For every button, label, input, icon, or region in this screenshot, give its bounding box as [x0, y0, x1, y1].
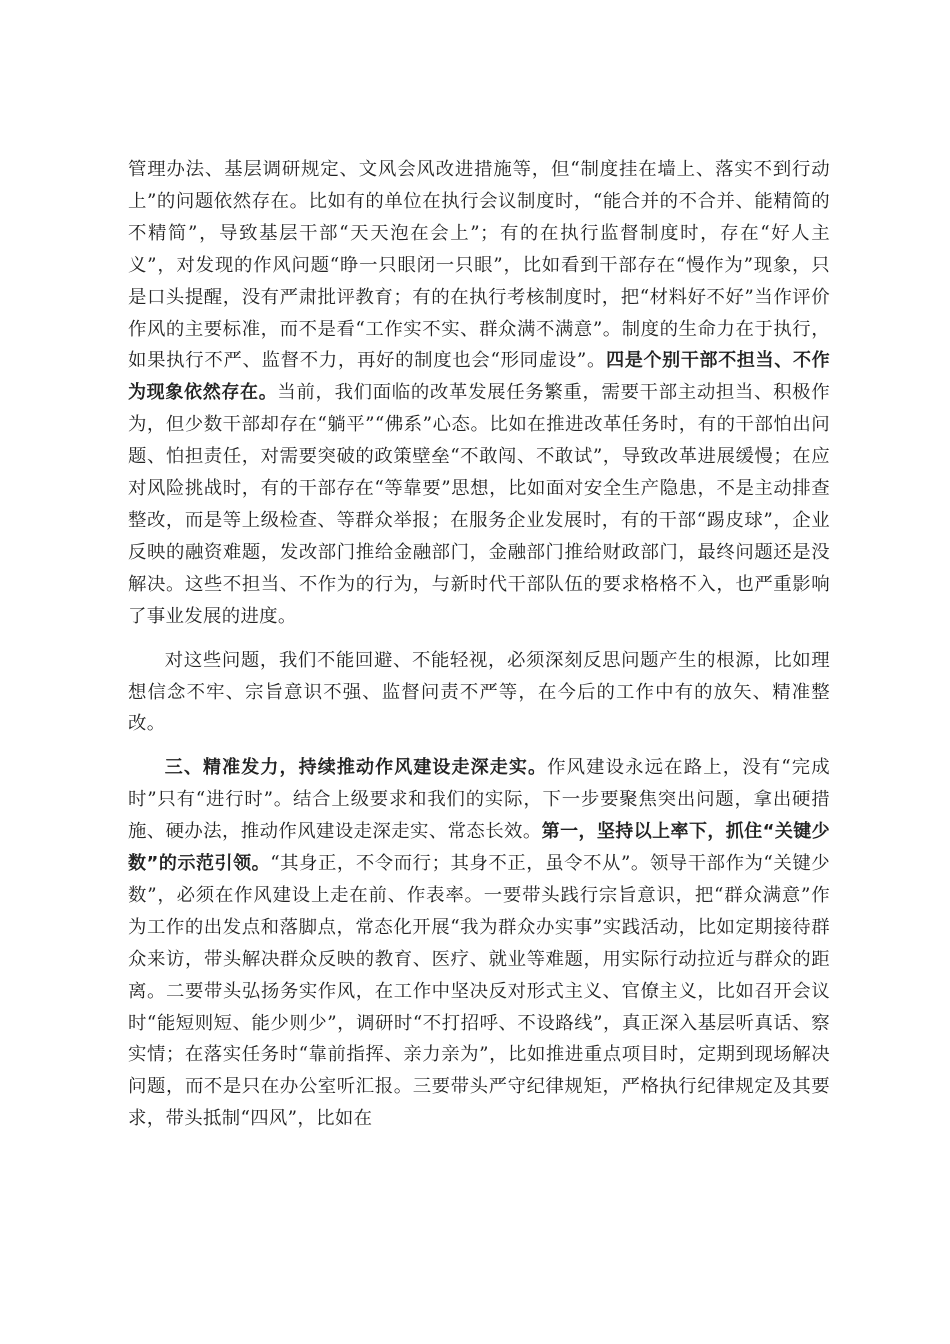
bold-heading: 第一，坚持以上率下，抓住“关键少数”的示范引领。: [128, 821, 831, 875]
paragraph-section-three: [128, 752, 830, 1135]
document-body: [128, 154, 830, 1135]
section-heading: 三、精准发力，持续推动作风建设走深走实。: [164, 757, 548, 779]
paragraph: [128, 645, 830, 741]
paragraph-continuation: [128, 154, 830, 633]
paragraph-text: 当前，我们面临的改革发展任务繁重，需要干部主动担当、积极作为，但少数干部却存在“躺平”“佛系”心态。比如在推进改革任务时，有的干部怕出问题、怕担责任，对需要突破的政策壁垒“不敢闯、不敢试”，导致改革进展缓慢；在应对风险挑战时，有的干部存在“等靠要”思想，比如面对安全生产隐患，不是主动排查整改，而是等上级检查、等群众举报；在服务企业发展时，有的干部“踢皮球”，企业反映的融资难题，发改部门推给金融部门，金融部门推给财政部门，最终问题还是没解决。这些不担当、不作为的行为，与新时代干部队伍的要求格格不入，也严重影响了事业发展的进度。: [128, 382, 830, 627]
paragraph-text: “其身正，不令而行；其身不正，虽令不从”。领导干部作为“关键少数”，必须在作风建设上走在前、作表率。一要带头践行宗旨意识，把“群众满意”作为工作的出发点和落脚点，常态化开展“我为群众办实事”实践活动，比如定期接待群众来访，带头解决群众反映的教育、医疗、就业等难题，用实际行动拉近与群众的距离。二要带头弘扬务实作风，在工作中坚决反对形式主义、官僚主义，比如召开会议时“能短则短、能少则少”，调研时“不打招呼、不设路线”，真正深入基层听真话、察实情；在落实任务时“靠前指挥、亲力亲为”，比如推进重点项目时，定期到现场解决问题，而不是只在办公室听汇报。三要带头严守纪律规矩，严格执行纪律规定及其要求，带头抵制“四风”，比如在: [128, 853, 830, 1130]
paragraph-text: 对这些问题，我们不能回避、不能轻视，必须深刻反思问题产生的根源，比如理想信念不牢、宗旨意识不强、监督问责不严等，在今后的工作中有的放矢、精准整改。: [128, 649, 830, 735]
bold-heading: 四是个别干部不担当、不作为现象依然存在。: [128, 350, 830, 404]
paragraph-text: 管理办法、基层调研规定、文风会风改进措施等，但“制度挂在墙上、落实不到行动上”的问题依然存在。比如有的单位在执行会议制度时，“能合并的不合并、能精简的不精简”，导致基层干部“天天泡在会上”；有的在执行监督制度时，存在“好人主义”，对发现的作风问题“睁一只眼闭一只眼”，比如看到干部存在“慢作为”现象，只是口头提醒，没有严肃批评教育；有的在执行考核制度时，把“材料好不好”当作评价作风的主要标准，而不是看“工作实不实、群众满不满意”。制度的生命力在于执行，如果执行不严、监督不力，再好的制度也会“形同虚设”。: [128, 159, 830, 372]
paragraph-text: 作风建设永远在路上，没有“完成时”只有“进行时”。结合上级要求和我们的实际，下一步要聚焦突出问题，拿出硬措施、硬办法，推动作风建设走深走实、常态长效。: [128, 757, 830, 843]
